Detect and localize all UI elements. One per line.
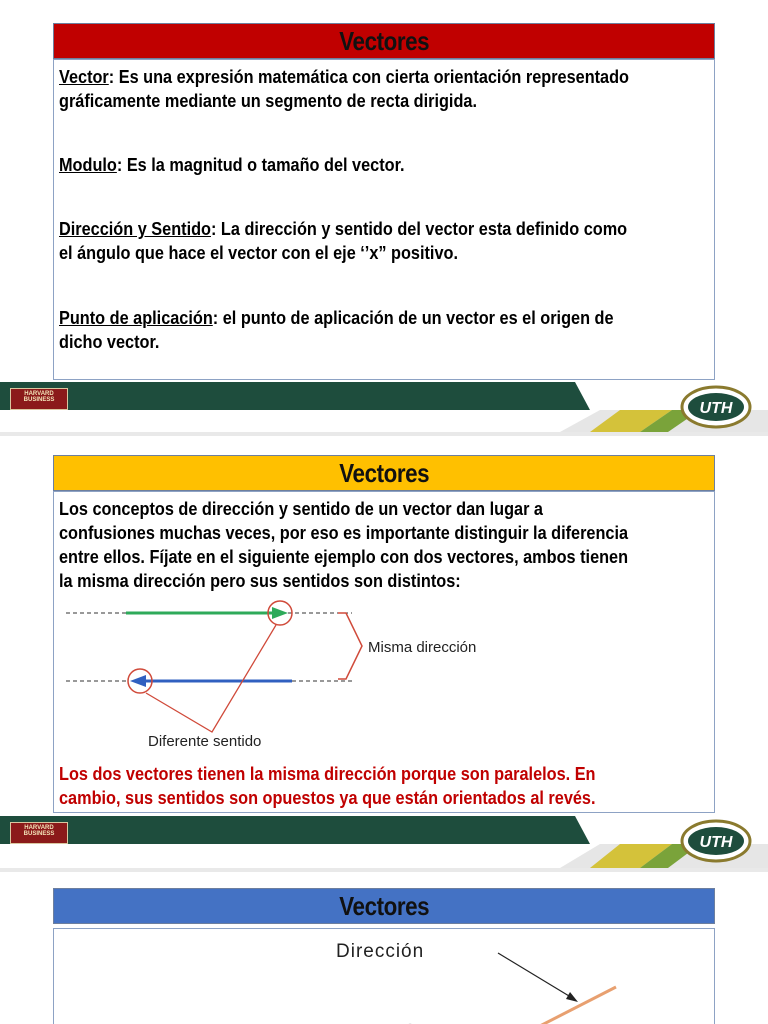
conclusion-text	[59, 762, 640, 810]
slide-title-text: Vectores	[339, 457, 429, 488]
slide-3	[0, 872, 768, 1024]
blue-arrowhead	[130, 675, 146, 687]
term-vector: Vector	[59, 66, 109, 87]
term-punto: Punto de aplicación	[59, 307, 213, 328]
green-arrowhead	[272, 607, 288, 619]
conclusion-line: Los dos vectores tienen la misma dirección porque son paralelos. En	[59, 763, 596, 784]
label-direction: Dirección	[336, 941, 425, 962]
explanation-box	[53, 491, 715, 813]
definition-text-continued: gráficamente mediante un segmento de recta dirigida.	[59, 90, 477, 111]
direction-line	[534, 987, 616, 1024]
definition-text: : Es la magnitud o tamaño del vector.	[116, 154, 405, 175]
slide-title	[53, 23, 715, 59]
definition-text: : Es una expresión matemática con cierta orientación representado	[108, 66, 630, 87]
harvard-logo	[10, 822, 68, 844]
definition-text: : el punto de aplicación de un vector es el origen de	[212, 307, 614, 328]
slide-1	[0, 0, 768, 432]
definition-text-continued: el ángulo que hace el vector con el eje ‘’x” positivo.	[59, 242, 458, 263]
slide-title	[53, 455, 715, 491]
uth-logo	[676, 814, 762, 866]
slide-title-text: Vectores	[339, 25, 429, 56]
direction-diagram	[54, 929, 714, 1024]
slide-2	[0, 436, 768, 868]
direction-pointer-head	[566, 992, 578, 1002]
term-modulo: Modulo	[59, 154, 117, 175]
definition-text-continued: dicho vector.	[59, 331, 160, 352]
definition-modulo	[59, 153, 640, 177]
definition-vector	[59, 65, 640, 113]
direction-sense-diagram	[62, 599, 512, 759]
slide-title-text: Vectores	[339, 890, 429, 921]
harvard-logo-text: HARVARD BUSINESS	[23, 391, 55, 403]
definitions-box	[53, 59, 715, 380]
definition-text: : La dirección y sentido del vector esta definido como	[210, 218, 628, 239]
uth-logo-text: UTH	[699, 400, 733, 417]
diagram-box	[53, 928, 715, 1024]
conclusion-line: cambio, sus sentidos son opuestos ya que están orientados al revés.	[59, 787, 596, 808]
definition-direccion	[59, 217, 640, 265]
footer-graphic	[0, 380, 768, 432]
uth-logo	[676, 380, 762, 432]
harvard-logo-text: HARVARD BUSINESS	[23, 825, 55, 837]
intro-line: Los conceptos de dirección y sentido de un vector dan lugar a	[59, 498, 543, 519]
slide-title	[53, 888, 715, 924]
label-same-direction: Misma dirección	[368, 639, 477, 656]
uth-logo-text: UTH	[699, 834, 733, 851]
intro-line: confusiones muchas veces, por eso es importante distinguir la diferencia	[59, 522, 629, 543]
footer-bar	[0, 380, 768, 432]
harvard-logo	[10, 388, 68, 410]
brace	[338, 613, 362, 679]
footer-graphic	[0, 814, 768, 868]
intro-text	[59, 497, 640, 593]
direction-pointer	[498, 953, 574, 999]
term-direccion: Dirección y Sentido	[59, 218, 211, 239]
intro-line: entre ellos. Fíjate en el siguiente ejemplo con dos vectores, ambos tienen	[59, 546, 629, 567]
intro-line: la misma dirección pero sus sentidos son distintos:	[59, 570, 461, 591]
pointer-lines	[146, 625, 276, 732]
definition-punto	[59, 306, 640, 354]
footer-bar	[0, 814, 768, 868]
label-different-sense: Diferente sentido	[148, 733, 262, 750]
